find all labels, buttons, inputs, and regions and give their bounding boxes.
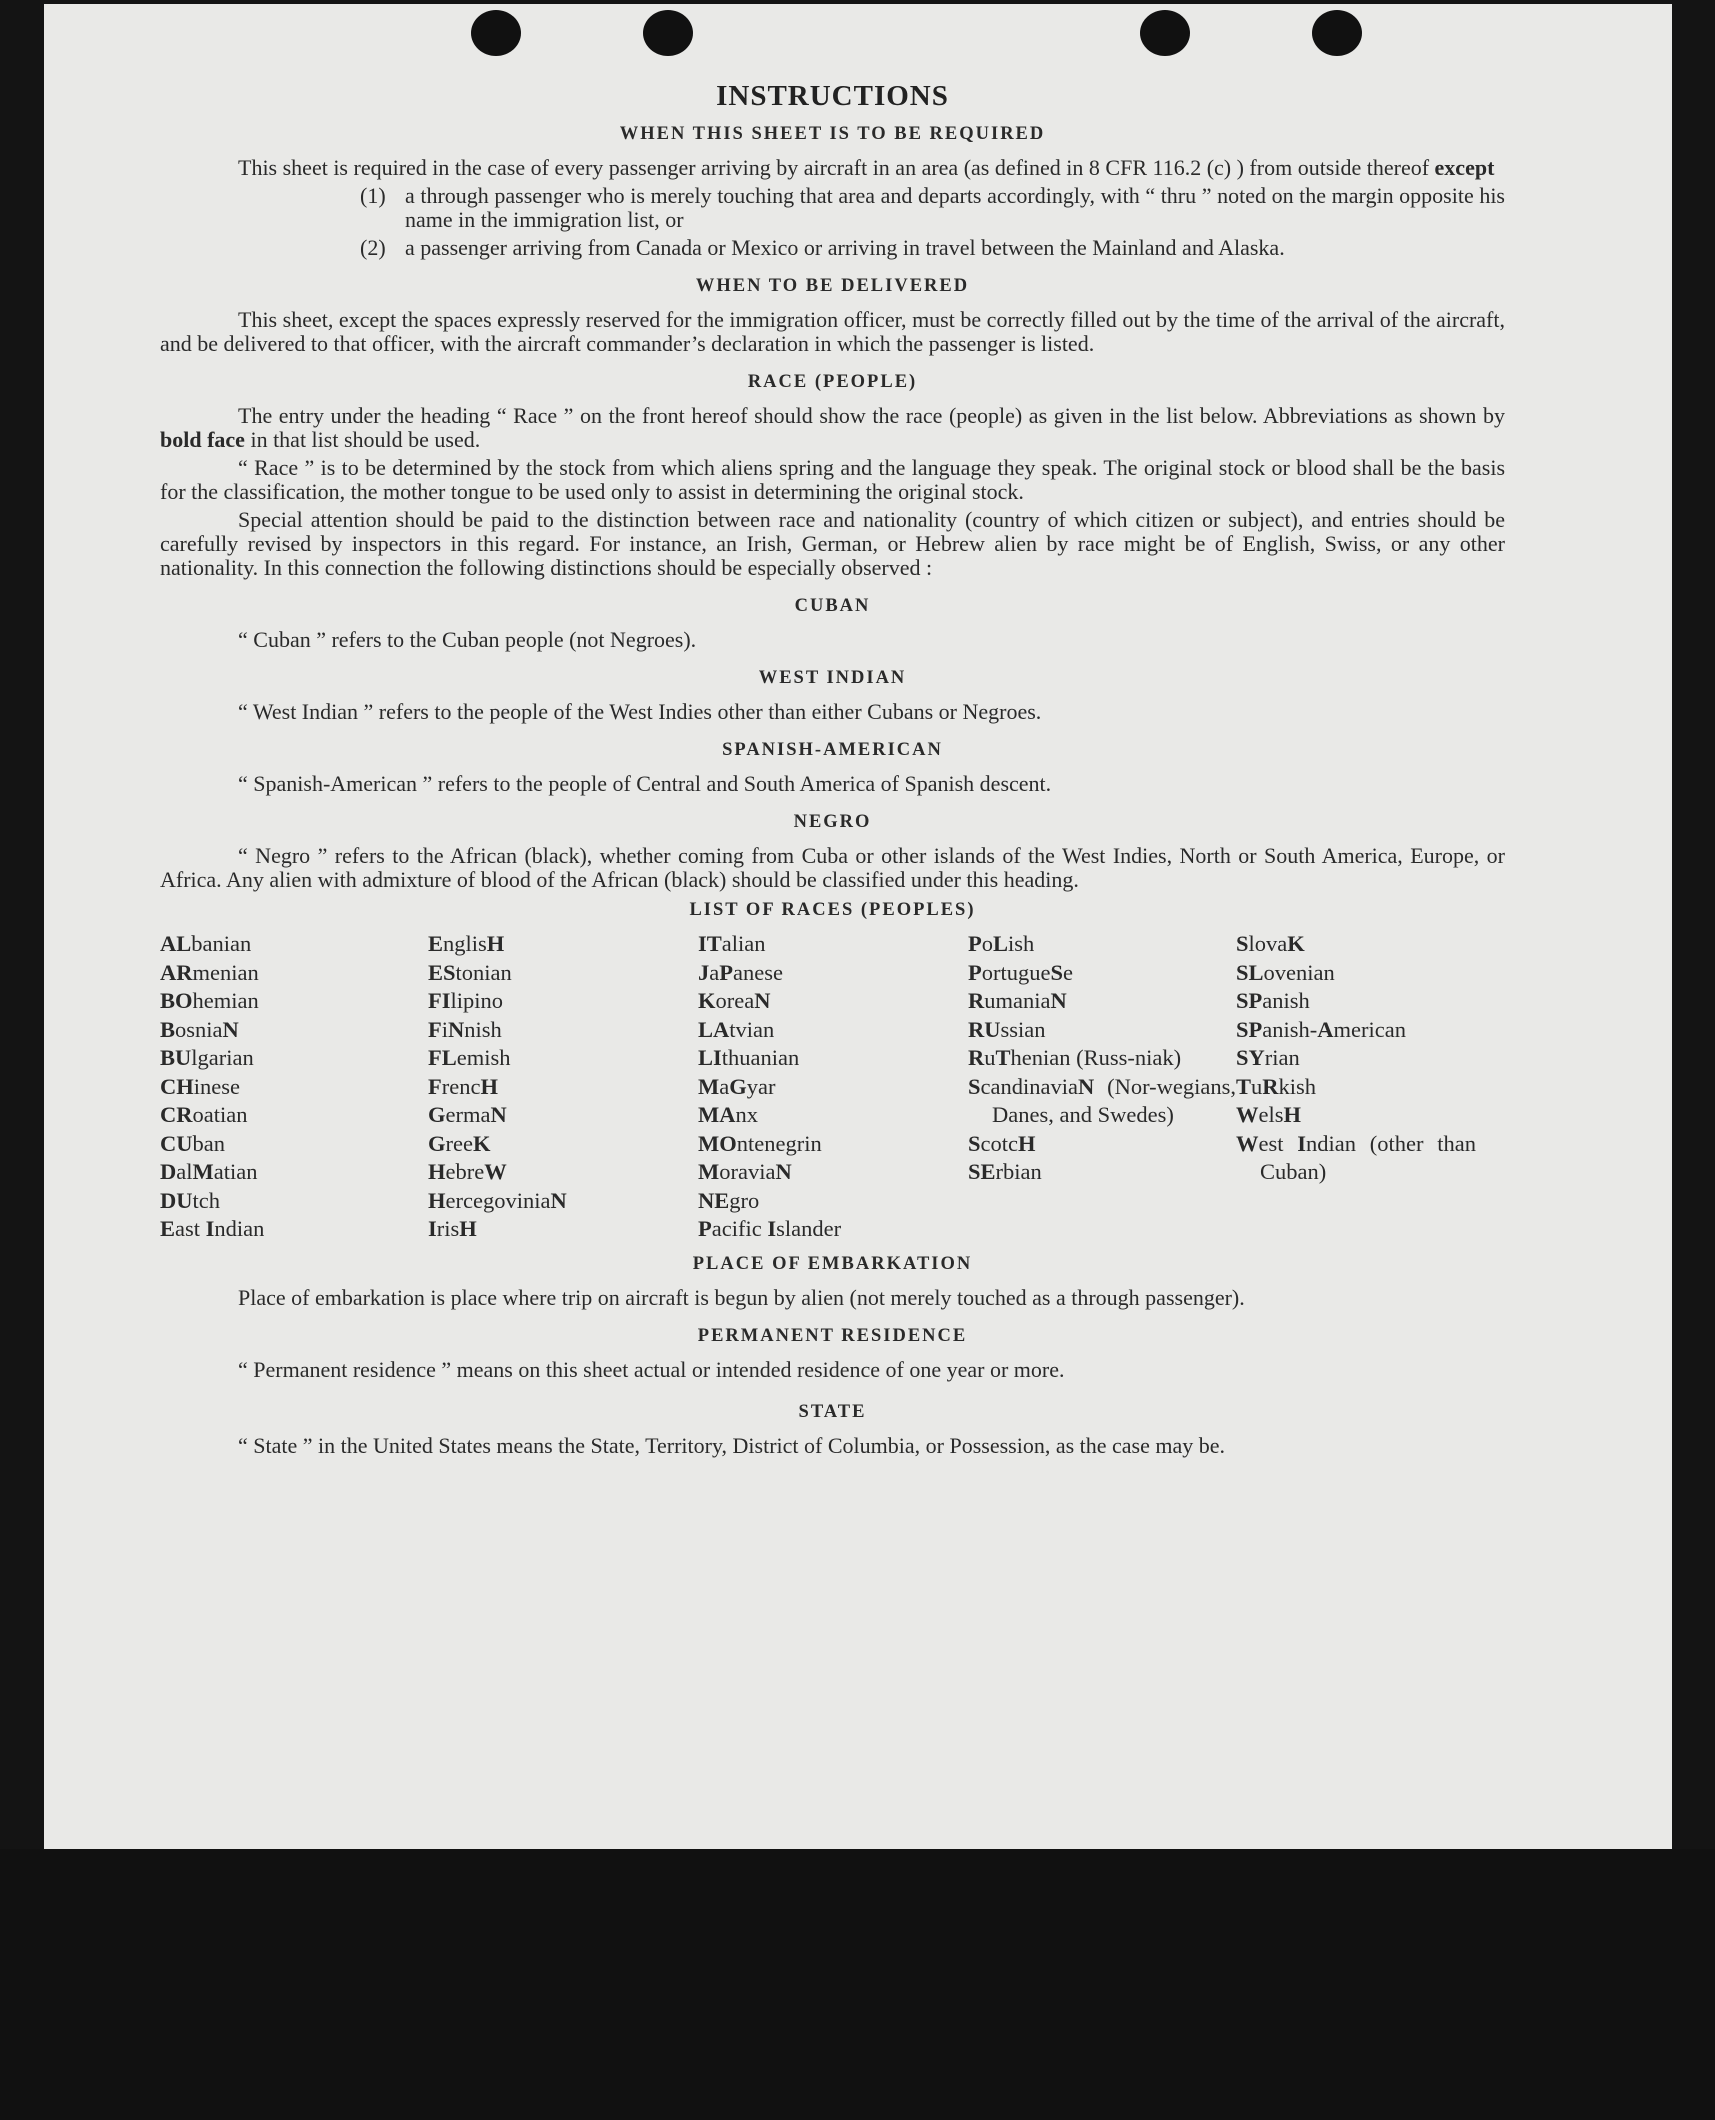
race-abbrev: N [222, 1016, 239, 1042]
race-abbrev: G [729, 1073, 747, 1099]
race-text: oatian [192, 1102, 248, 1127]
race-abbrev: M [192, 1159, 214, 1184]
race-entry [698, 1215, 968, 1244]
race-entry [1236, 1101, 1476, 1130]
race-text: els [1258, 1102, 1284, 1127]
race-abbrev: I [1297, 1130, 1307, 1156]
race-text: (Nor-wegians, Danes, and Swedes) [992, 1073, 1236, 1127]
race-abbrev: S [968, 1130, 981, 1156]
race-abbrev: BO [160, 988, 193, 1013]
item-number: (2) [360, 235, 386, 260]
race-text: oravia [719, 1159, 776, 1184]
race-abbrev: T [1236, 1073, 1252, 1099]
race-abbrev: NE [698, 1187, 730, 1213]
race-entry [1236, 1044, 1476, 1073]
race-abbrev: K [472, 1130, 491, 1156]
race-entry [968, 1044, 1236, 1073]
race-entry [160, 1016, 428, 1045]
race-text: nglis [443, 931, 487, 956]
race-column [160, 930, 428, 1244]
paragraph-race-3: Special attention should be paid to the distinction between race and nationality (country of which citizen or subject), and entries should be carefully revised by inspectors in this regard. For instance, an Irish, German, or Hebrew alien by race might be of English, Swiss, or any other nationality. In this connection the following distinctions should be especially observed : [160, 507, 1505, 580]
race-abbrev: W [1236, 1130, 1259, 1156]
race-entry [968, 1158, 1236, 1187]
race-abbrev: N [550, 1187, 567, 1213]
race-abbrev: SY [1236, 1045, 1265, 1070]
race-text: lgarian [191, 1045, 254, 1070]
race-entry [160, 987, 428, 1016]
race-abbrev: K [1287, 931, 1305, 956]
race-entry [698, 1130, 968, 1159]
race-abbrev: H [486, 931, 505, 956]
race-abbrev: ES [428, 959, 456, 985]
race-text: candinavia [980, 1073, 1078, 1099]
race-entry [428, 1073, 698, 1102]
race-abbrev: P [968, 959, 982, 985]
race-abbrev: W [484, 1159, 507, 1184]
race-entry [160, 1101, 428, 1130]
paragraph-embarkation: Place of embarkation is place where trip on aircraft is begun by alien (not merely touched as a through passenger). [238, 1284, 1245, 1310]
race-abbrev: G [428, 1130, 446, 1156]
race-abbrev: H [428, 1159, 446, 1184]
race-entry [698, 1101, 968, 1130]
race-abbrev: N [1050, 988, 1067, 1013]
emphasis: except [1434, 155, 1495, 180]
race-text: umania [984, 988, 1051, 1013]
race-abbrev: A [1317, 1016, 1334, 1042]
heading-list-of-races: LIST OF RACES (PEOPLES) [689, 900, 976, 920]
race-entry [428, 1016, 698, 1045]
race-abbrev: T [995, 1045, 1011, 1070]
race-column [1236, 930, 1476, 1244]
text: This sheet is required in the case of every passenger arriving by aircraft in an area (as defined in 8 CFR 116.2 (c) ) from outside thereof [238, 155, 1430, 180]
race-text: ish [1008, 931, 1035, 956]
race-text: ovenian [1263, 959, 1335, 985]
race-abbrev: SP [1236, 988, 1263, 1013]
race-entry [428, 987, 698, 1016]
race-text: anish [1262, 988, 1310, 1013]
punch-hole [643, 10, 693, 56]
race-abbrev: AL [160, 931, 192, 956]
paragraph-race-2: “ Race ” is to be determined by the stock from which aliens spring and the language they speak. The original stock or blood shall be the basis for the classification, the mother tongue to be used only to assist in determining the original stock. [160, 455, 1505, 504]
race-text: rbian [995, 1159, 1042, 1184]
race-abbrev: H [1283, 1102, 1302, 1127]
paragraph-when-required [160, 156, 1505, 180]
heading-residence: PERMANENT RESIDENCE [697, 1325, 968, 1346]
race-text: thuanian [721, 1045, 800, 1070]
heading-when-delivered: WHEN TO BE DELIVERED [695, 276, 970, 296]
race-text: lipino [450, 988, 504, 1013]
race-text: kish [1278, 1073, 1317, 1099]
race-abbrev: LI [698, 1045, 722, 1070]
race-abbrev: M [698, 1159, 720, 1184]
race-entry [698, 1016, 968, 1045]
race-text: est [1258, 1130, 1298, 1156]
race-text: ast [175, 1216, 206, 1241]
race-abbrev: FL [428, 1045, 457, 1070]
race-entry [1236, 1016, 1476, 1045]
race-abbrev: N [448, 1016, 465, 1042]
race-text: nx [735, 1102, 758, 1127]
paragraph-race-1 [160, 404, 1505, 452]
race-abbrev: S [1236, 931, 1249, 956]
punch-hole [1140, 10, 1190, 56]
race-entry [1236, 987, 1476, 1016]
paragraph-when-delivered: This sheet, except the spaces expressly reserved for the immigration officer, must be correctly filled out by the time of the arrival of the aircraft, and be delivered to that officer, with the aircraft commander’s declaration in which the passenger is listed. [160, 307, 1505, 356]
race-text: anese [733, 959, 783, 985]
race-abbrev: IT [698, 931, 722, 956]
race-entry [428, 1130, 698, 1159]
race-entry [698, 1073, 968, 1102]
race-abbrev: MA [698, 1102, 736, 1127]
race-text: ortugue [981, 959, 1051, 985]
text: The entry under the heading “ Race ” on the front hereof should show the race (people) as given in the list below. Abbreviations as shown by [238, 403, 1505, 428]
race-text: o [981, 931, 993, 956]
race-text: nish [464, 1016, 502, 1042]
race-text: lova [1248, 931, 1288, 956]
race-abbrev: R [968, 1045, 985, 1070]
paragraph-cuban: “ Cuban ” refers to the Cuban people (not Negroes). [238, 627, 697, 652]
paragraph-negro: “ Negro ” refers to the African (black), whether coming from Cuba or other islands of the West Indies, North or South America, Europe, or Africa. Any alien with admixture of blood of the African (black) should be classified under this heading. [160, 843, 1505, 892]
race-entry [1236, 959, 1476, 988]
race-abbrev: AR [160, 959, 193, 985]
race-abbrev: I [767, 1216, 777, 1241]
race-text: anish- [1262, 1016, 1318, 1042]
race-text: ebre [445, 1159, 485, 1184]
race-text: gro [729, 1187, 760, 1213]
race-abbrev: W [1236, 1102, 1259, 1127]
race-entry [428, 959, 698, 988]
race-entry [428, 1101, 698, 1130]
race-text: ban [192, 1130, 225, 1156]
race-entry [698, 959, 968, 988]
race-entry [160, 930, 428, 959]
race-text: ntenegrin [736, 1130, 822, 1156]
race-entry [968, 987, 1236, 1016]
race-text: ndian (other than Cuban) [1260, 1130, 1477, 1184]
race-abbrev: F [428, 1073, 442, 1099]
race-abbrev: R [968, 988, 985, 1013]
race-entry [968, 1016, 1236, 1045]
race-abbrev: D [160, 1159, 177, 1184]
race-abbrev: F [428, 1016, 442, 1042]
race-text: i [441, 1016, 449, 1042]
race-abbrev: P [698, 1216, 712, 1241]
item-text: a through passenger who is merely touching that area and departs accordingly, with “ thru ” noted on the margin opposite his name in the immigration list, or [405, 183, 1505, 232]
race-abbrev: P [719, 959, 733, 985]
race-abbrev: B [160, 1016, 176, 1042]
race-text: e [1063, 959, 1073, 985]
race-abbrev: I [428, 1216, 437, 1241]
race-abbrev: CR [160, 1102, 193, 1127]
race-text: a [719, 1073, 730, 1099]
race-entry [160, 959, 428, 988]
race-abbrev: P [968, 931, 982, 956]
heading-embarkation: PLACE OF EMBARKATION [692, 1253, 973, 1274]
race-abbrev: M [698, 1073, 720, 1099]
race-text: ndian [214, 1216, 265, 1241]
race-abbrev: SE [968, 1159, 996, 1184]
race-abbrev: MO [698, 1130, 737, 1156]
heading-cuban: CUBAN [794, 596, 871, 616]
heading-when-required: WHEN THIS SHEET IS TO BE REQUIRED [619, 124, 1046, 144]
heading-state: STATE [798, 1401, 867, 1422]
race-entry [698, 987, 968, 1016]
race-abbrev: N [490, 1102, 507, 1127]
race-abbrev: I [205, 1216, 215, 1241]
race-text: ris [436, 1216, 460, 1241]
race-abbrev: H [1018, 1130, 1036, 1156]
emphasis: bold face [160, 427, 245, 452]
race-abbrev: R [1262, 1073, 1279, 1099]
race-text: u [1251, 1073, 1263, 1099]
race-abbrev: DU [160, 1187, 193, 1213]
race-entry [160, 1215, 428, 1244]
race-entry [698, 1158, 968, 1187]
item-text: a passenger arriving from Canada or Mexico or arriving in travel between the Mainland and Alaska. [405, 235, 1285, 260]
race-text: erma [445, 1102, 491, 1127]
race-entry [428, 1158, 698, 1187]
race-column [428, 930, 698, 1244]
race-text: renc [441, 1073, 481, 1099]
race-text: merican [1333, 1016, 1406, 1042]
race-text: ree [445, 1130, 473, 1156]
race-text: alian [721, 931, 766, 956]
race-abbrev: N [1077, 1073, 1095, 1099]
race-text: menian [192, 959, 259, 985]
exception-item [160, 236, 1505, 260]
race-text: orea [715, 988, 755, 1013]
race-abbrev: S [1050, 959, 1063, 985]
race-text: hemian [192, 988, 259, 1013]
text: in that list should be used. [250, 427, 481, 452]
race-entry [698, 1187, 968, 1216]
punch-hole [1312, 10, 1362, 56]
paragraph-west-indian: “ West Indian ” refers to the people of the West Indies other than either Cubans or Negroes. [238, 699, 1042, 724]
heading-negro: NEGRO [793, 812, 872, 832]
race-entry [968, 1073, 1236, 1130]
punch-hole [471, 10, 521, 56]
race-abbrev: H [480, 1073, 498, 1099]
race-text: emish [456, 1045, 511, 1070]
race-text: u [984, 1045, 996, 1070]
race-abbrev: CH [160, 1073, 194, 1099]
race-abbrev: H [428, 1187, 446, 1213]
race-text: yar [746, 1073, 776, 1099]
race-abbrev: J [698, 959, 710, 985]
race-entry [968, 959, 1236, 988]
race-text: ssian [1000, 1016, 1046, 1042]
race-column [968, 930, 1236, 1244]
race-abbrev: FI [428, 988, 451, 1013]
heading-west-indian: WEST INDIAN [758, 668, 907, 688]
race-entry [968, 1130, 1236, 1159]
heading-spanish-american: SPANISH-AMERICAN [722, 740, 943, 760]
race-abbrev: S [968, 1073, 981, 1099]
race-text: a [709, 959, 720, 985]
race-column [698, 930, 968, 1244]
race-entry [428, 930, 698, 959]
race-entry [160, 1044, 428, 1073]
race-text: ercegovinia [445, 1187, 551, 1213]
race-entry [160, 1187, 428, 1216]
race-text: tvian [729, 1016, 775, 1042]
race-abbrev: CU [160, 1130, 193, 1156]
scan-background [0, 1849, 1715, 2120]
race-entry [160, 1073, 428, 1102]
race-entry [160, 1158, 428, 1187]
race-text: cotc [980, 1130, 1018, 1156]
item-number: (1) [360, 183, 386, 208]
race-abbrev: K [698, 988, 716, 1013]
race-abbrev: N [775, 1159, 792, 1184]
race-abbrev: E [160, 1216, 176, 1241]
race-list [160, 930, 1505, 1244]
race-text: osnia [175, 1016, 223, 1042]
race-entry [428, 1215, 698, 1244]
race-text: tonian [455, 959, 512, 985]
race-entry [1236, 930, 1476, 959]
document-body [160, 80, 1505, 1458]
race-abbrev: SL [1236, 959, 1264, 985]
race-text: tch [192, 1187, 220, 1213]
race-entry [160, 1130, 428, 1159]
race-abbrev: N [754, 988, 771, 1013]
race-text: atian [213, 1159, 258, 1184]
race-entry [428, 1044, 698, 1073]
race-abbrev: RU [968, 1016, 1001, 1042]
race-text: inese [193, 1073, 240, 1099]
race-abbrev: G [428, 1102, 446, 1127]
race-text: henian (Russ-niak) [1010, 1045, 1182, 1070]
race-entry [1236, 1130, 1476, 1187]
race-entry [698, 1044, 968, 1073]
page-title: INSTRUCTIONS [716, 80, 949, 112]
race-text: al [176, 1159, 193, 1184]
race-text: acific [711, 1216, 768, 1241]
paragraph-state: “ State ” in the United States means the State, Territory, District of Columbia, or Possession, as the case may be. [238, 1432, 1226, 1458]
race-abbrev: H [459, 1216, 477, 1241]
race-text: rian [1264, 1045, 1300, 1070]
race-text: banian [191, 931, 252, 956]
race-entry [428, 1187, 698, 1216]
race-abbrev: L [993, 931, 1009, 956]
race-entry [1236, 1073, 1476, 1102]
heading-race: RACE (PEOPLE) [747, 372, 918, 392]
race-abbrev: SP [1236, 1016, 1263, 1042]
race-entry [698, 930, 968, 959]
race-text: slander [776, 1216, 842, 1241]
race-abbrev: E [428, 931, 444, 956]
race-entry [968, 930, 1236, 959]
paragraph-residence: “ Permanent residence ” means on this sheet actual or intended residence of one year or more. [238, 1356, 1065, 1382]
race-abbrev: LA [698, 1016, 730, 1042]
race-abbrev: BU [160, 1045, 192, 1070]
exception-item [160, 184, 1505, 232]
paragraph-spanish-american: “ Spanish-American ” refers to the people of Central and South America of Spanish descent. [238, 771, 1052, 796]
